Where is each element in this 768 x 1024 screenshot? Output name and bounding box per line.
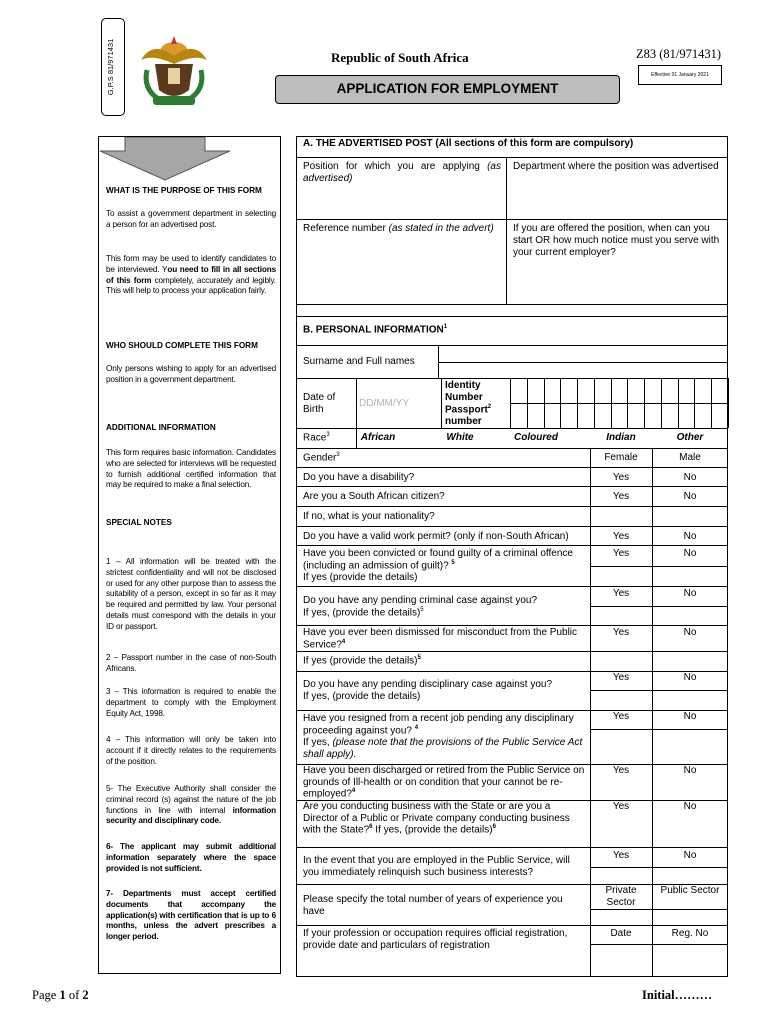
- criminal-no[interactable]: No: [683, 548, 697, 559]
- resigned-no[interactable]: No: [683, 711, 697, 722]
- question-dismissed: Have you ever been dismissed for misconduct from the Public Service?$^4$: [303, 627, 578, 651]
- passport-digit-cell[interactable]: [545, 404, 560, 427]
- passport-digit-cell[interactable]: [695, 404, 710, 427]
- form-code: Z83 (81/971431): [636, 47, 722, 61]
- registration-date-field[interactable]: [592, 946, 650, 974]
- relinquish-yes[interactable]: Yes: [612, 850, 630, 861]
- question-criminal-offence: Have you been convicted or found guilty of a criminal offence (including an admission of guilt)? $^5$ If yes (provide the details): [303, 548, 573, 584]
- discharged-yes[interactable]: Yes: [612, 765, 630, 776]
- id-digit-cell[interactable]: [578, 379, 593, 402]
- pending-criminal-yes[interactable]: Yes: [612, 588, 630, 599]
- citizen-no[interactable]: No: [683, 491, 697, 502]
- reference-label: Reference number (as stated in the advert): [303, 223, 494, 234]
- republic-title: Republic of South Africa: [331, 50, 469, 65]
- passport-digit-cell[interactable]: [561, 404, 576, 427]
- note-1: 1 – All information will be treated with the strictest confidentiality and will not be disclosed or used for any other purpose than to assess the suitability of a person, except in so far as it may be required and permitted by law. Your personal details must correspond with the details in your ID or passport.: [106, 557, 276, 631]
- dismissed-details-label: If yes (provide the details)$^5$: [303, 655, 421, 667]
- passport-digit-cell[interactable]: [662, 404, 677, 427]
- discharged-no[interactable]: No: [683, 765, 697, 776]
- purpose-heading: WHAT IS THE PURPOSE OF THIS FORM: [106, 186, 262, 195]
- race-other[interactable]: Other: [676, 432, 704, 443]
- question-registration: If your profession or occupation requires official registration, provide date and particulars of registration: [303, 928, 568, 951]
- initial-field[interactable]: Initial………: [642, 988, 713, 1002]
- question-relinquish: In the event that you are employed in the Public Service, will you immediately relinquish such business interests?: [303, 855, 570, 878]
- question-pending-disciplinary: Do you have any pending disciplinary case against you? If yes, (provide the details): [303, 679, 553, 702]
- gender-label: Gender$^3$: [303, 452, 340, 464]
- disability-no[interactable]: No: [683, 472, 697, 483]
- note-3: 3 – This information is required to enable the department to comply with the Employment Equity Act, 1998.: [106, 687, 276, 718]
- effective-date: Effective 01 January 2021: [638, 65, 722, 85]
- purpose-text-2: This form may be used to identify candidates to be interviewed. You need to fill in all sections of this form completely, accurately and legibly. This will help to process your application fairly.: [106, 254, 276, 296]
- permit-no[interactable]: No: [683, 531, 697, 542]
- dismissed-yes[interactable]: Yes: [612, 627, 630, 638]
- additional-heading: ADDITIONAL INFORMATION: [106, 423, 216, 432]
- gender-female[interactable]: Female: [604, 452, 638, 463]
- special-notes-heading: SPECIAL NOTES: [106, 518, 172, 527]
- id-digit-cell[interactable]: [679, 379, 694, 402]
- question-nationality: If no, what is your nationality?: [303, 511, 435, 522]
- race-indian[interactable]: Indian: [606, 432, 636, 443]
- private-years-field[interactable]: [592, 911, 650, 923]
- disability-yes[interactable]: Yes: [612, 472, 630, 483]
- public-years-field[interactable]: [654, 911, 726, 923]
- pending-criminal-no[interactable]: No: [683, 588, 697, 599]
- id-digit-cell[interactable]: [712, 379, 727, 402]
- id-digit-cell[interactable]: [695, 379, 710, 402]
- permit-yes[interactable]: Yes: [612, 531, 630, 542]
- note-7: 7- Departments must accept certified documents that accompany the application(s) with certification that is up to 6 months, unless the advert prescribes a longer period.: [106, 889, 276, 942]
- note-2: 2 – Passport number in the case of non-South Africans.: [106, 653, 276, 673]
- id-digit-cell[interactable]: [645, 379, 660, 402]
- dismissed-no[interactable]: No: [683, 627, 697, 638]
- gender-male[interactable]: Male: [679, 452, 701, 463]
- passport-digit-cell[interactable]: [511, 404, 526, 427]
- id-digit-cell[interactable]: [662, 379, 677, 402]
- race-white[interactable]: White: [446, 432, 474, 443]
- registration-number-field[interactable]: [654, 946, 726, 974]
- question-disability: Do you have a disability?: [303, 472, 415, 483]
- passport-label: Passport$^2$ number: [445, 404, 492, 427]
- passport-digit-cell[interactable]: [645, 404, 660, 427]
- notice-label: If you are offered the position, when can you start OR how much notice must you serve with your current employer?: [513, 223, 720, 258]
- business-yes[interactable]: Yes: [612, 801, 630, 812]
- dob-field[interactable]: DD/MM/YY: [359, 398, 409, 409]
- note-4: 4 – This information will only be taken into account if it directly relates to the requirements of the position.: [106, 735, 276, 766]
- question-pending-criminal: Do you have any pending criminal case against you? If yes, (provide the details)$^5$: [303, 595, 538, 619]
- registration-number-label: Reg. No: [671, 928, 709, 939]
- reference-field[interactable]: [298, 238, 504, 302]
- page-number: Page 1 of 2: [32, 988, 89, 1002]
- department-label: Department where the position was advertised: [513, 161, 719, 172]
- id-digit-cell[interactable]: [595, 379, 610, 402]
- experience-private: Private Sector: [605, 885, 637, 908]
- passport-digit-cell[interactable]: [595, 404, 610, 427]
- relinquish-no[interactable]: No: [683, 850, 697, 861]
- passport-digit-cell[interactable]: [612, 404, 627, 427]
- id-digit-cell[interactable]: [628, 379, 643, 402]
- resigned-yes[interactable]: Yes: [612, 711, 630, 722]
- disciplinary-no[interactable]: No: [683, 672, 697, 683]
- down-arrow-icon: [100, 137, 230, 182]
- id-digit-cell[interactable]: [561, 379, 576, 402]
- note-6: 6- The applicant may submit additional information separately where the space provided is not sufficient.: [106, 842, 276, 873]
- surname-field[interactable]: [440, 347, 726, 377]
- position-label: Position for which you are applying (as advertised): [303, 161, 501, 184]
- passport-digit-cell[interactable]: [679, 404, 694, 427]
- section-b-heading: B. PERSONAL INFORMATION$^1$: [303, 324, 448, 336]
- citizen-yes[interactable]: Yes: [612, 491, 630, 502]
- form-title: APPLICATION FOR EMPLOYMENT: [275, 75, 620, 104]
- question-discharged: Have you been discharged or retired from the Public Service on grounds of Ill-health or on condition that your cannot be re-employed?$^4$: [303, 765, 585, 800]
- dob-label: Date of Birth: [303, 392, 336, 415]
- criminal-yes[interactable]: Yes: [612, 548, 630, 559]
- position-field[interactable]: [298, 186, 504, 218]
- question-resigned: Have you resigned from a recent job pending any disciplinary proceeding against you? $^4$ If yes, (please note that the provisions of the Public Service Act shall apply).: [303, 713, 583, 761]
- section-a-heading: A. THE ADVERTISED POST (All sections of this form are compulsory): [303, 138, 634, 149]
- who-text: Only persons wishing to apply for an advertised position in a government department.: [106, 364, 276, 384]
- passport-digit-cell[interactable]: [578, 404, 593, 427]
- id-digit-cell[interactable]: [612, 379, 627, 402]
- purpose-text: To assist a government department in selecting a person for an advertised post.: [106, 209, 276, 229]
- business-no[interactable]: No: [683, 801, 697, 812]
- question-citizen: Are you a South African citizen?: [303, 491, 445, 502]
- coat-of-arms-icon: [133, 30, 215, 112]
- who-heading: WHO SHOULD COMPLETE THIS FORM: [106, 341, 258, 350]
- id-digit-cell[interactable]: [545, 379, 560, 402]
- id-number-label: Identity Number: [445, 380, 483, 403]
- experience-public: Public Sector: [660, 885, 720, 896]
- surname-label: Surname and Full names: [303, 356, 415, 367]
- gps-code: G.P.S 81/971431: [106, 38, 115, 96]
- question-business-state: Are you conducting business with the State or are you a Director of a Public or Private company conducting business with the State?$^6$ If yes, (provide the details)$^6$: [303, 801, 570, 836]
- race-coloured[interactable]: Coloured: [514, 432, 558, 443]
- department-field[interactable]: [508, 176, 726, 218]
- notice-field[interactable]: [508, 262, 726, 302]
- disciplinary-yes[interactable]: Yes: [612, 672, 630, 683]
- passport-digit-cell[interactable]: [628, 404, 643, 427]
- race-african[interactable]: African: [360, 432, 396, 443]
- additional-text: This form requires basic information. Candidates who are selected for interviews will be requested to furnish additional certified information that may be required to make a final selection.: [106, 448, 276, 490]
- race-label: Race$^3$: [303, 432, 330, 444]
- id-digit-cell[interactable]: [511, 379, 526, 402]
- passport-digit-cell[interactable]: [712, 404, 727, 427]
- question-work-permit: Do you have a valid work permit? (only if non-South African): [303, 531, 569, 542]
- passport-digit-cell[interactable]: [528, 404, 543, 427]
- registration-date-label: Date: [610, 928, 632, 939]
- question-experience: Please specify the total number of years of experience you have: [303, 894, 563, 917]
- note-5: 5- The Executive Authority shall consider the criminal record (s) against the nature of the job functions in line with internal information security and disciplinary code.: [106, 784, 276, 826]
- id-digit-cell[interactable]: [528, 379, 543, 402]
